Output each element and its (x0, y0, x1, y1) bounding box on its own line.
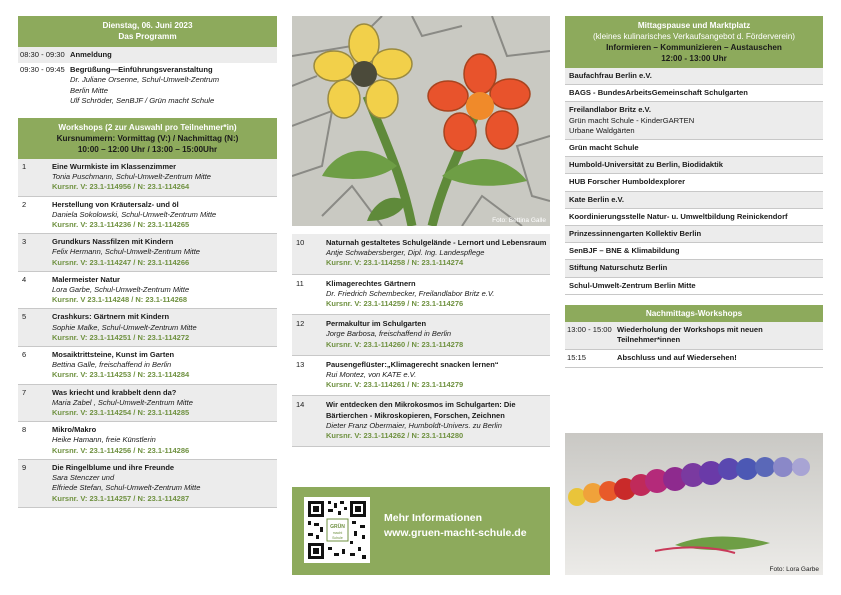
lunch-header-line2: (kleines kulinarisches Verkaufsangebot d. Förderverein) (592, 32, 796, 41)
workshop-leader: Daniela Sokolowski, Schul-Umwelt-Zentrum Mitte (52, 209, 217, 219)
lunch-header-line4: 12:00 - 13:00 Uhr (661, 54, 727, 63)
workshop-title: Pausengeflüster:„Klimagerecht snacken lernen“ (326, 359, 499, 369)
market-item-title: Grün macht Schule (569, 143, 639, 153)
market-list (565, 68, 823, 295)
info-heading: Mehr Informationen (384, 512, 483, 524)
workshops-header-line2: Kursnummern: Vormittag (V:) / Nachmittag (N:) (56, 134, 239, 144)
workshop-item (18, 422, 277, 460)
workshops-header (18, 118, 277, 159)
workshop-item (18, 159, 277, 197)
workshop-title: Wir entdecken den Mikrokosmos im Schulgarten: Die Bärtierchen - Mikroskopieren, Forschen, Zeichnen (326, 400, 516, 420)
workshop-item (18, 197, 277, 235)
workshop-course-number: Kursnr. V: 23.1-114956 / N: 23.1-114264 (52, 182, 190, 192)
workshop-course-number: Kursnr. V: 23.1-114256 / N: 23.1-114286 (52, 445, 190, 455)
program-line: Berlin Mitte (70, 85, 108, 95)
workshop-title: Malermeister Natur (52, 274, 120, 284)
workshop-course-number: Kursnr. V: 23.1-114262 / N: 23.1-114280 (326, 431, 464, 441)
workshop-details (326, 279, 548, 310)
market-item-title: Stiftung Naturschutz Berlin (569, 263, 668, 273)
program-row (18, 63, 277, 108)
workshop-course-number: Kursnr. V: 23.1-114254 / N: 23.1-114285 (52, 408, 190, 418)
right-column (565, 16, 823, 573)
afternoon-header: Nachmittags-Workshops (565, 305, 823, 322)
vegetable-photo (565, 433, 823, 575)
workshop-details (52, 275, 275, 306)
workshop-leader: Lora Garbe, Schul-Umwelt-Zentrum Mitte (52, 285, 190, 295)
market-item (565, 243, 823, 260)
workshops-header-line1: Workshops (2 zur Auswahl pro Teilnehmer*in) (58, 123, 237, 133)
workshop-number: 10 (296, 238, 305, 247)
market-item (565, 85, 823, 102)
workshop-details (52, 312, 275, 343)
market-item-title: HUB Forscher Humboldexplorer (569, 177, 686, 187)
afternoon-time: 13:00 - 15:00 (567, 324, 612, 334)
vegetables-image (565, 433, 823, 575)
market-item-title: Schul-Umwelt-Zentrum Berlin Mitte (569, 280, 696, 290)
workshop-number: 3 (22, 237, 27, 247)
workshop-item (18, 234, 277, 272)
workshop-item (18, 272, 277, 310)
program-time: 09:30 - 09:45 (20, 65, 65, 75)
workshop-title: Grundkurs Nassfilzen mit Kindern (52, 237, 174, 247)
workshop-details (52, 463, 275, 504)
workshop-number: 6 (22, 350, 27, 360)
workshop-item (18, 385, 277, 423)
program-header (18, 16, 277, 47)
workshop-details (52, 237, 275, 268)
market-item (565, 102, 823, 140)
mosaic-photo-credit: Foto: Bettina Galle (492, 217, 546, 224)
workshop-title: Klimagerechtes Gärtnern (326, 278, 416, 288)
market-item (565, 192, 823, 209)
workshop-course-number: Kursnr. V: 23.1-114236 / N: 23.1-114265 (52, 220, 190, 230)
workshop-course-number: Kursnr. V: 23.1-114260 / N: 23.1-114278 (326, 339, 464, 349)
workshop-course-number: Kursnr. V: 23.1-114261 / N: 23.1-114279 (326, 380, 464, 390)
program-date: Dienstag, 06. Juni 2023 (102, 21, 193, 30)
program-title: Anmeldung (70, 50, 112, 59)
program-line: Dr. Juliane Orsenne, Schul-Umwelt-Zentrum (70, 75, 220, 85)
workshop-number: 8 (22, 425, 27, 435)
info-box (292, 487, 550, 575)
left-column (18, 16, 277, 508)
workshop-leader: Felix Hermann, Schul-Umwelt-Zentrum Mitte (52, 247, 200, 257)
workshop-list-middle (292, 234, 550, 447)
workshop-number: 4 (22, 274, 27, 284)
workshop-item (292, 315, 550, 356)
market-item (565, 226, 823, 243)
market-item-sub: Grün macht Schule - KinderGARTEN (569, 115, 695, 125)
svg-text:Schule: Schule (332, 536, 343, 540)
workshop-details (326, 400, 548, 441)
market-item-title: Prinzessinnengarten Kollektiv Berlin (569, 229, 702, 239)
afternoon-time: 15:15 (567, 353, 587, 363)
program-list (18, 47, 277, 108)
qr-code-icon (304, 497, 370, 563)
afternoon-list (565, 322, 823, 369)
workshop-course-number: Kursnr. V: 23.1-114259 / N: 23.1-114276 (326, 299, 464, 309)
workshop-list-left (18, 159, 277, 508)
workshop-leader: Dr. Friedrich Schembecker, Freilandlabor Britz e.V. (326, 288, 495, 298)
workshop-details (52, 350, 275, 381)
afternoon-text: Abschluss und auf Wiedersehen! (617, 353, 737, 363)
workshops-header-line3: 10:00 – 12:00 Uhr / 13:00 – 15:00Uhr (77, 145, 218, 155)
market-item-title: SenBJF – BNE & Klimabildung (569, 246, 680, 256)
program-details (70, 50, 275, 60)
market-item (565, 174, 823, 191)
afternoon-row (565, 350, 823, 368)
program-title: Begrüßung—Einführungsveranstaltung (70, 65, 213, 75)
workshop-details (326, 238, 548, 269)
workshop-number: 5 (22, 312, 27, 322)
workshop-title: Mikro/Makro (52, 425, 97, 435)
program-details (70, 65, 275, 106)
mosaic-flowers-image (292, 16, 550, 226)
lunch-header-line3: Informieren – Kommunizieren – Austauschen (606, 43, 782, 52)
market-item-title: Koordinierungsstelle Natur- u. Umweltbildung Reinickendorf (569, 211, 788, 221)
info-text (384, 511, 527, 541)
workshop-item (18, 309, 277, 347)
lunch-header (565, 16, 823, 68)
workshop-title: Crashkurs: Gärtnern mit Kindern (52, 312, 170, 322)
workshop-leader: Rui Montez, von KATE e.V. (326, 370, 417, 380)
workshop-leader: Sara Stenczer und (52, 473, 115, 483)
workshop-item (292, 396, 550, 447)
workshop-number: 11 (296, 278, 304, 288)
workshop-leader: Bettina Galle, freischaffend in Berlin (52, 360, 172, 370)
workshop-details (52, 425, 275, 456)
workshop-item (18, 347, 277, 385)
workshop-number: 2 (22, 199, 27, 209)
workshop-course-number: Kursnr. V: 23.1-114251 / N: 23.1-114272 (52, 332, 190, 342)
workshop-course-number: Kursnr. V: 23.1-114253 / N: 23.1-114284 (52, 370, 190, 380)
workshop-details (52, 162, 275, 193)
mosaic-photo (292, 16, 550, 226)
market-item (565, 260, 823, 277)
workshop-number: 9 (22, 462, 27, 472)
workshop-course-number: Kursnr. V: 23.1-114257 / N: 23.1-114287 (52, 493, 190, 503)
workshop-leader: Jorge Barbosa, freischaffend in Berlin (326, 329, 452, 339)
workshop-leader: Elfriede Stefan, Schul-Umwelt-Zentrum Mitte (52, 483, 201, 493)
afternoon-text: Wiederholung der Workshops mit neuen Teilnehmer*innen (617, 324, 763, 345)
workshop-details (326, 319, 548, 350)
workshop-item (292, 275, 550, 316)
workshop-course-number: Kursnr. V 23.1-114248 / N: 23.1-114268 (52, 295, 188, 305)
market-item-sub: Urbane Waldgärten (569, 125, 635, 135)
workshop-title: Permakultur im Schulgarten (326, 319, 427, 329)
workshop-title: Herstellung von Kräutersalz- und öl (52, 199, 179, 209)
workshop-course-number: Kursnr. V: 23.1-114247 / N: 23.1-114266 (52, 257, 190, 267)
workshop-leader: Sophie Malke, Schul-Umwelt-Zentrum Mitte (52, 322, 197, 332)
market-item (565, 209, 823, 226)
workshop-number: 14 (296, 400, 305, 410)
workshop-title: Was kriecht und krabbelt denn da? (52, 387, 177, 397)
workshop-item (292, 356, 550, 397)
market-item-title: Kate Berlin e.V. (569, 194, 625, 204)
svg-text:GRÜN: GRÜN (330, 524, 345, 530)
market-item-title: BAGS - BundesArbeitsGemeinschaft Schulgarten (569, 88, 748, 98)
workshop-title: Mosaiktrittsteine, Kunst im Garten (52, 350, 175, 360)
workshop-item (18, 460, 277, 508)
workshop-title: Naturnah gestaltetes Schulgelände - Lernort und Lebensraum (326, 238, 547, 247)
market-item (565, 278, 823, 295)
workshop-leader: Dieter Franz Obermaier, Humboldt-Univers. zu Berlin (326, 420, 502, 430)
program-row (18, 47, 277, 63)
workshop-details (326, 360, 548, 391)
middle-column (292, 16, 550, 540)
workshop-title: Eine Wurmkiste im Klassenzimmer (52, 162, 177, 172)
info-website-link[interactable]: www.gruen-macht-schule.de (384, 527, 527, 539)
market-item (565, 157, 823, 174)
vegetable-photo-credit: Foto: Lora Garbe (769, 566, 819, 573)
program-time: 08:30 - 09:30 (20, 50, 65, 59)
workshop-number: 1 (22, 162, 27, 172)
workshop-details (52, 200, 275, 231)
market-item-title: Freilandlabor Britz e.V. (569, 105, 652, 115)
workshop-title: Die Ringelblume und ihre Freunde (52, 462, 175, 472)
afternoon-row (565, 322, 823, 350)
workshop-number: 13 (296, 359, 305, 369)
workshop-leader: Antje Schwabersberger, Dipl. Ing. Landespflege (326, 248, 485, 258)
workshop-item (292, 234, 550, 275)
market-item (565, 68, 823, 85)
market-item-title: Humbold-Universität zu Berlin, Biodidaktik (569, 160, 723, 170)
market-item-title: Baufachfrau Berlin e.V. (569, 71, 652, 80)
market-item (565, 140, 823, 157)
program-title: Das Programm (118, 32, 177, 41)
workshop-leader: Maria Zabel , Schul-Umwelt-Zentrum Mitte (52, 397, 193, 407)
workshop-leader: Heike Hamann, freie Künstlerin (52, 435, 156, 445)
workshop-number: 7 (22, 387, 27, 397)
workshop-course-number: Kursnr. V: 23.1-114258 / N: 23.1-114274 (326, 258, 464, 268)
workshop-leader: Tonia Puschmann, Schul-Umwelt-Zentrum Mitte (52, 172, 211, 182)
workshop-number: 12 (296, 319, 305, 329)
lunch-header-line1: Mittagspause und Marktplatz (637, 21, 751, 30)
qr-code[interactable] (304, 497, 370, 563)
program-line: Ulf Schröder, SenBJF / Grün macht Schule (70, 95, 215, 105)
svg-text:macht: macht (332, 531, 343, 535)
workshop-details (52, 388, 275, 419)
